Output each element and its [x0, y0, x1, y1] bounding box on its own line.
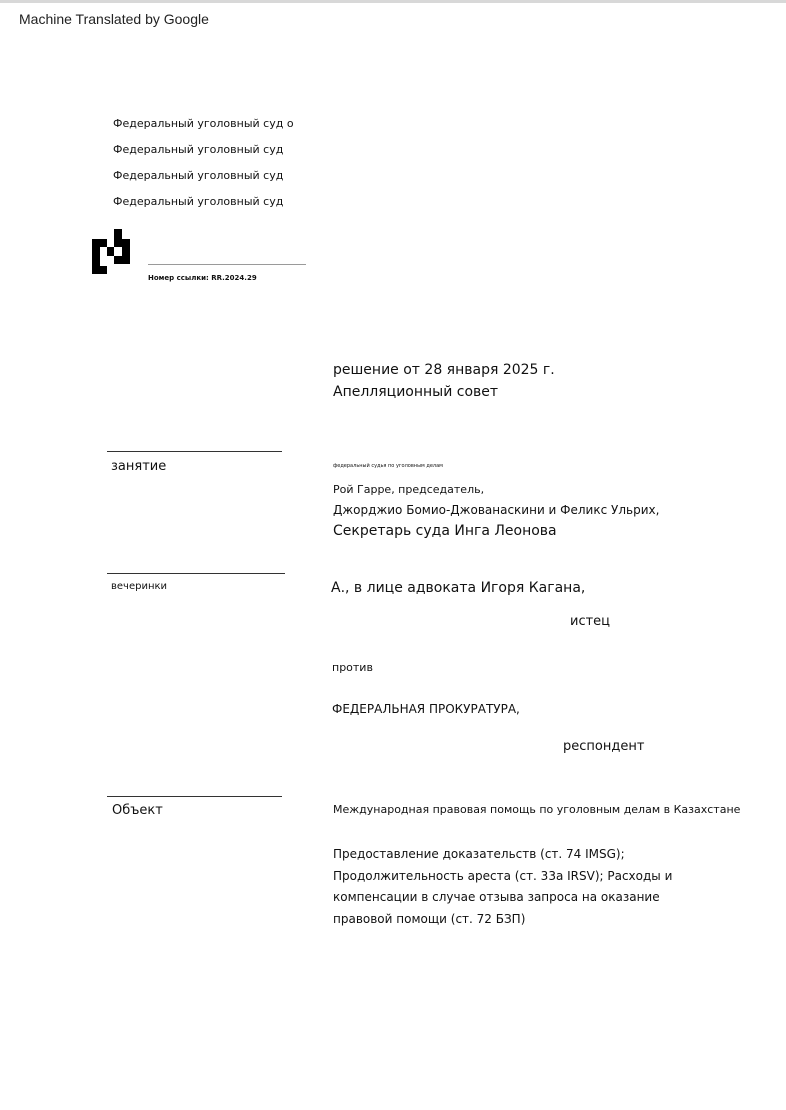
parties-label: вечеринки — [111, 581, 168, 592]
subject-title: Международная правовая помощь по уголовным делам в Казахстане — [333, 803, 741, 816]
court-small-label: федеральный судья по уголовным делам — [333, 463, 443, 469]
associate-judges: Джорджио Бомио-Джованаскини и Феликс Ульрих, — [333, 503, 660, 517]
appellant: А., в лице адвоката Игоря Кагана, — [331, 580, 586, 596]
composition-rule — [107, 451, 282, 452]
reference-number: Номер ссылки: RR.2024.29 — [148, 274, 257, 282]
parties-rule — [107, 573, 285, 574]
subject-label: Объект — [112, 803, 163, 818]
court-header-line-4: Федеральный уголовный суд — [113, 195, 284, 208]
page-top-border — [0, 0, 786, 3]
appeals-board: Апелляционный совет — [333, 384, 499, 400]
court-header-line-3: Федеральный уголовный суд — [113, 169, 284, 182]
subject-details: Предоставление доказательств (ст. 74 IMSG); Продолжительность ареста (ст. 33а IRSV); Расходы и компенсации в случае отзыва запроса на оказание правовой помощи (ст. 72 БЗП) — [333, 847, 673, 926]
court-header-line-1: Федеральный уголовный суд о — [113, 117, 294, 130]
swiss-cross-logo-icon — [92, 229, 130, 274]
presiding-judge: Рой Гарре, председатель, — [333, 483, 485, 496]
subject-rule — [107, 796, 282, 797]
machine-translation-banner: Machine Translated by Google — [19, 11, 209, 27]
composition-label: занятие — [111, 459, 167, 474]
respondent: ФЕДЕРАЛЬНАЯ ПРОКУРАТУРА, — [332, 702, 520, 716]
court-header-line-2: Федеральный уголовный суд — [113, 143, 284, 156]
decision-date: решение от 28 января 2025 г. — [333, 362, 555, 378]
reference-rule — [148, 264, 306, 265]
respondent-role: респондент — [563, 739, 645, 754]
court-clerk: Секретарь суда Инга Леонова — [333, 523, 557, 539]
appellant-role: истец — [570, 614, 611, 629]
versus-label: против — [332, 661, 373, 674]
